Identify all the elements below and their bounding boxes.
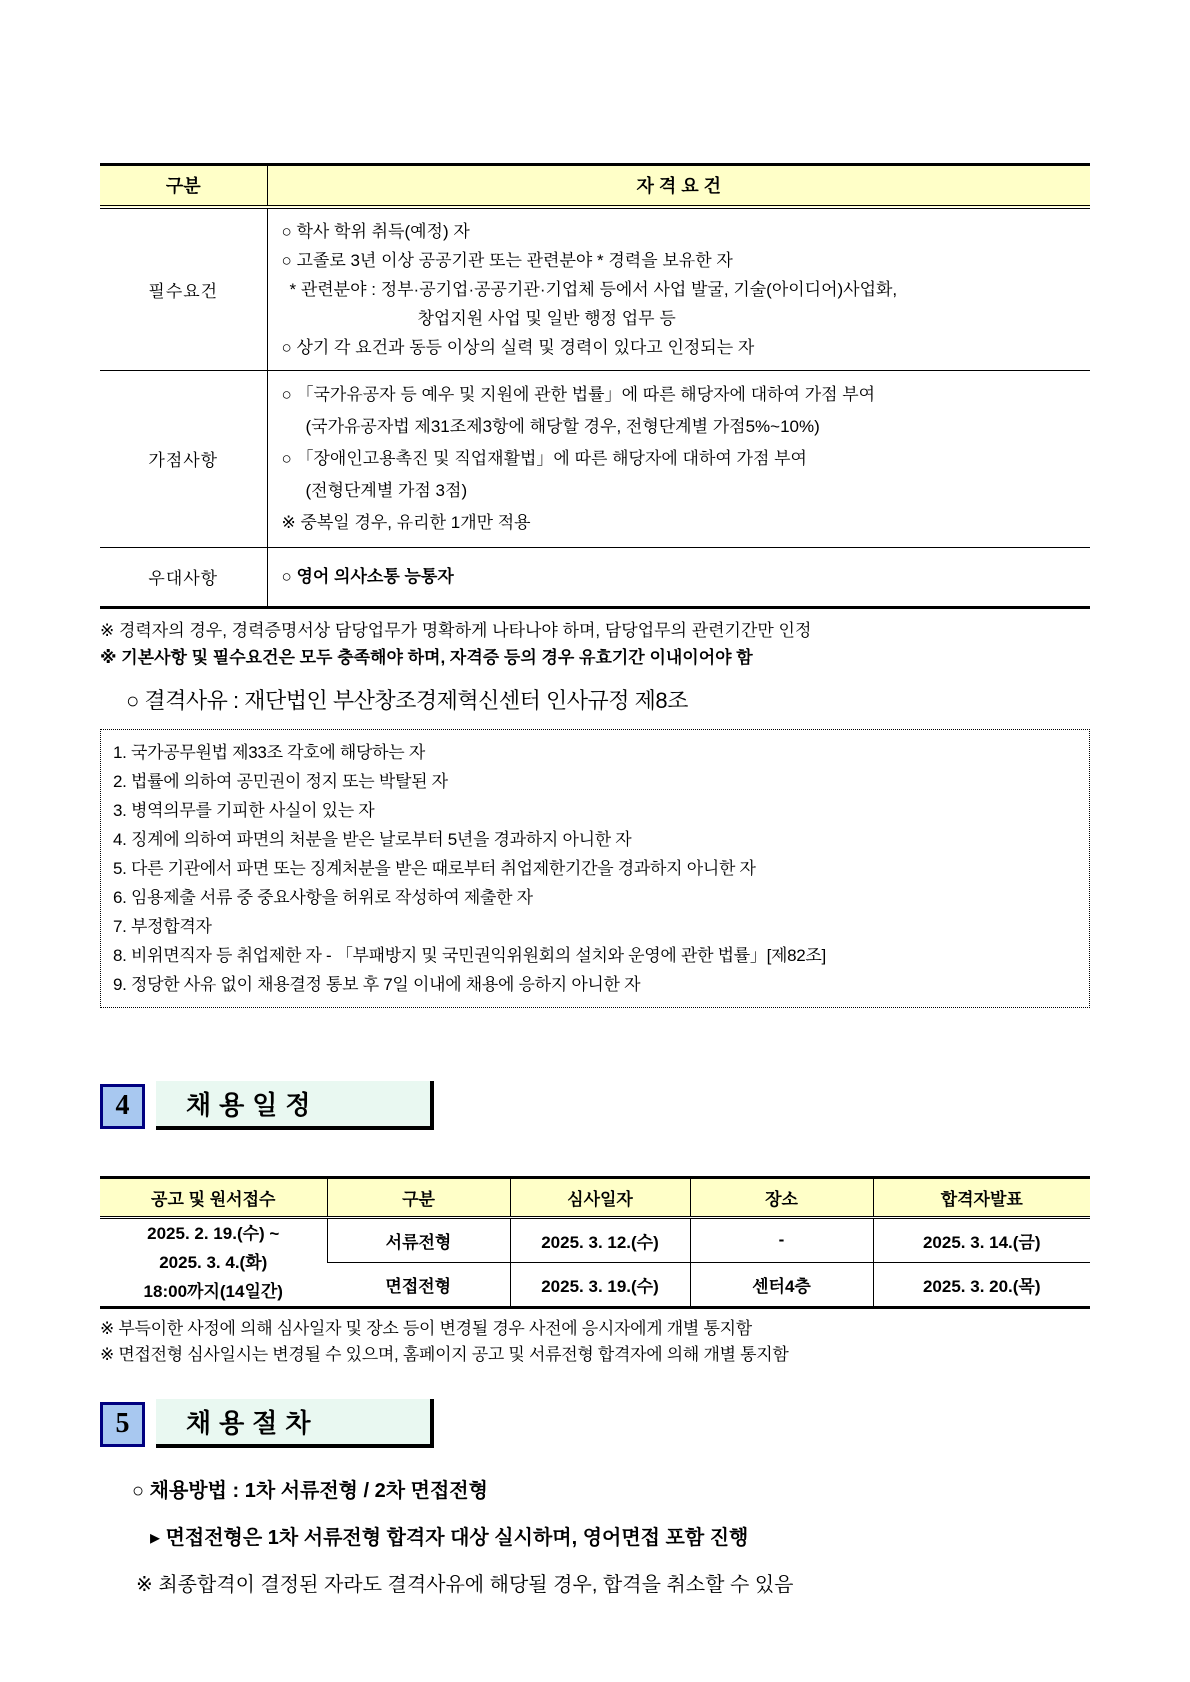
cell-type: 면접전형 [327, 1262, 510, 1307]
row-content-required [267, 207, 1090, 371]
qual-line: ○ 고졸로 3년 이상 공공기관 또는 관련분야 * 경력을 보유한 자 [281, 250, 733, 270]
qual-line: ○ 상기 각 요건과 동등 이상의 실력 및 경력이 있다고 인정되는 자 [281, 337, 755, 357]
row-content-preference [267, 547, 1090, 607]
table-row-preference [100, 547, 1090, 607]
qualification-table [100, 163, 1090, 609]
period-line: 18:00까지(14일간) [143, 1281, 283, 1301]
disq-item: 4. 징계에 의하여 파면의 처분을 받은 날로부터 5년을 경과하지 아니한 자 [113, 829, 632, 849]
table-row-document-screening [100, 1217, 1090, 1262]
note-line: ※ 부득이한 사정에 의해 심사일자 및 장소 등이 변경될 경우 사전에 응시자에게 개별 통지함 [100, 1318, 752, 1338]
row-label-bonus: 가점사항 [100, 370, 267, 547]
table-row-bonus [100, 370, 1090, 547]
application-period-cell [100, 1217, 327, 1307]
qual-line: 창업지원 사업 및 일반 행정 업무 등 [417, 308, 676, 328]
procedure-section [100, 1476, 1090, 1600]
procedure-method: ○ 채용방법 : 1차 서류전형 / 2차 면접전형 [132, 1479, 488, 1502]
cell-type: 서류전형 [327, 1217, 510, 1262]
qualification-header-row [100, 165, 1090, 207]
note-line: ※ 면접전형 심사일시는 변경될 수 있으며, 홈페이지 공고 및 서류전형 합격자에 의해 개별 통지함 [100, 1344, 789, 1364]
qual-header-requirement: 자 격 요 건 [267, 165, 1090, 207]
cell-place: - [690, 1217, 873, 1262]
qual-line: (전형단계별 가점 3점) [305, 480, 468, 500]
section-header-procedure [100, 1402, 1090, 1448]
schedule-notes [100, 1316, 1090, 1368]
disq-item: 7. 부정합격자 [113, 916, 212, 936]
note-line: ※ 기본사항 및 필수요건은 모두 충족해야 하며, 자격증 등의 경우 유효기간 이내이어야 함 [100, 647, 753, 667]
section-number-box: 4 [100, 1084, 145, 1129]
disq-item: 5. 다른 기관에서 파면 또는 징계처분을 받은 때로부터 취업제한기간을 경과하지 아니한 자 [113, 858, 756, 878]
disq-item: 8. 비위면직자 등 취업제한 자 - 「부패방지 및 국민권익위원회의 설치와 운영에 관한 법률」[제82조] [113, 945, 826, 965]
qual-line: ※ 중복일 경우, 유리한 1개만 적용 [281, 512, 531, 532]
disq-item: 3. 병역의무를 기피한 사실이 있는 자 [113, 800, 375, 820]
qual-line: (국가유공자법 제31조제3항에 해당할 경우, 전형단계별 가점5%~10%) [305, 416, 820, 436]
qual-line: ○ 영어 의사소통 능통자 [281, 567, 454, 586]
qual-header-category: 구분 [100, 165, 267, 207]
section-title: 채용절차 [156, 1399, 434, 1448]
cell-announce: 2025. 3. 14.(금) [873, 1217, 1090, 1262]
document-content [100, 0, 1090, 1600]
sched-header-announce: 합격자발표 [873, 1177, 1090, 1217]
sched-header-place: 장소 [690, 1177, 873, 1217]
disq-item: 2. 법률에 의하여 공민권이 정지 또는 박탈된 자 [113, 771, 448, 791]
sched-header-type: 구분 [327, 1177, 510, 1217]
note-line: ※ 경력자의 경우, 경력증명서상 담당업무가 명확하게 나타나야 하며, 담당업무의 관련기간만 인정 [100, 620, 812, 640]
row-label-preference: 우대사항 [100, 547, 267, 607]
cell-place: 센터4층 [690, 1262, 873, 1307]
row-content-bonus [267, 370, 1090, 547]
cell-date: 2025. 3. 19.(수) [510, 1262, 690, 1307]
table-row-required [100, 207, 1090, 371]
schedule-header-row [100, 1177, 1090, 1217]
section-title: 채용일정 [156, 1081, 434, 1130]
cell-date: 2025. 3. 12.(수) [510, 1217, 690, 1262]
schedule-table [100, 1176, 1090, 1309]
disqualification-heading: ○ 결격사유 : 재단법인 부산창조경제혁신센터 인사규정 제8조 [126, 687, 688, 713]
disqualification-box [100, 729, 1090, 1008]
qual-line: ○ 「국가유공자 등 예우 및 지원에 관한 법률」에 따른 해당자에 대하여 가점 부여 [281, 384, 876, 404]
cell-announce: 2025. 3. 20.(목) [873, 1262, 1090, 1307]
period-line: 2025. 2. 19.(수) ~ [147, 1223, 280, 1243]
disq-item: 1. 국가공무원법 제33조 각호에 해당하는 자 [113, 742, 425, 762]
section-number-box: 5 [100, 1402, 145, 1447]
procedure-note: ※ 최종합격이 결정된 자라도 결격사유에 해당될 경우, 합격을 취소할 수 있음 [136, 1573, 794, 1596]
qual-line: ○ 학사 학위 취득(예정) 자 [281, 221, 470, 241]
row-label-required: 필수요건 [100, 207, 267, 371]
sched-header-period: 공고 및 원서접수 [100, 1177, 327, 1217]
disq-item: 6. 임용제출 서류 중 중요사항을 허위로 작성하여 제출한 자 [113, 887, 533, 907]
qual-line: ○ 「장애인고용촉진 및 직업재활법」에 따른 해당자에 대하여 가점 부여 [281, 448, 807, 468]
disq-item: 9. 정당한 사유 없이 채용결정 통보 후 7일 이내에 채용에 응하지 아니한 자 [113, 974, 641, 994]
qualification-notes [100, 617, 1090, 671]
period-line: 2025. 3. 4.(화) [159, 1252, 268, 1272]
qual-line: * 관련분야 : 정부·공기업·공공기관·기업체 등에서 사업 발굴, 기술(아이디어)사업화, [289, 279, 898, 299]
sched-header-date: 심사일자 [510, 1177, 690, 1217]
procedure-sub: ▸ 면접전형은 1차 서류전형 합격자 대상 실시하며, 영어면접 포함 진행 [150, 1526, 749, 1549]
section-header-schedule [100, 1084, 1090, 1130]
